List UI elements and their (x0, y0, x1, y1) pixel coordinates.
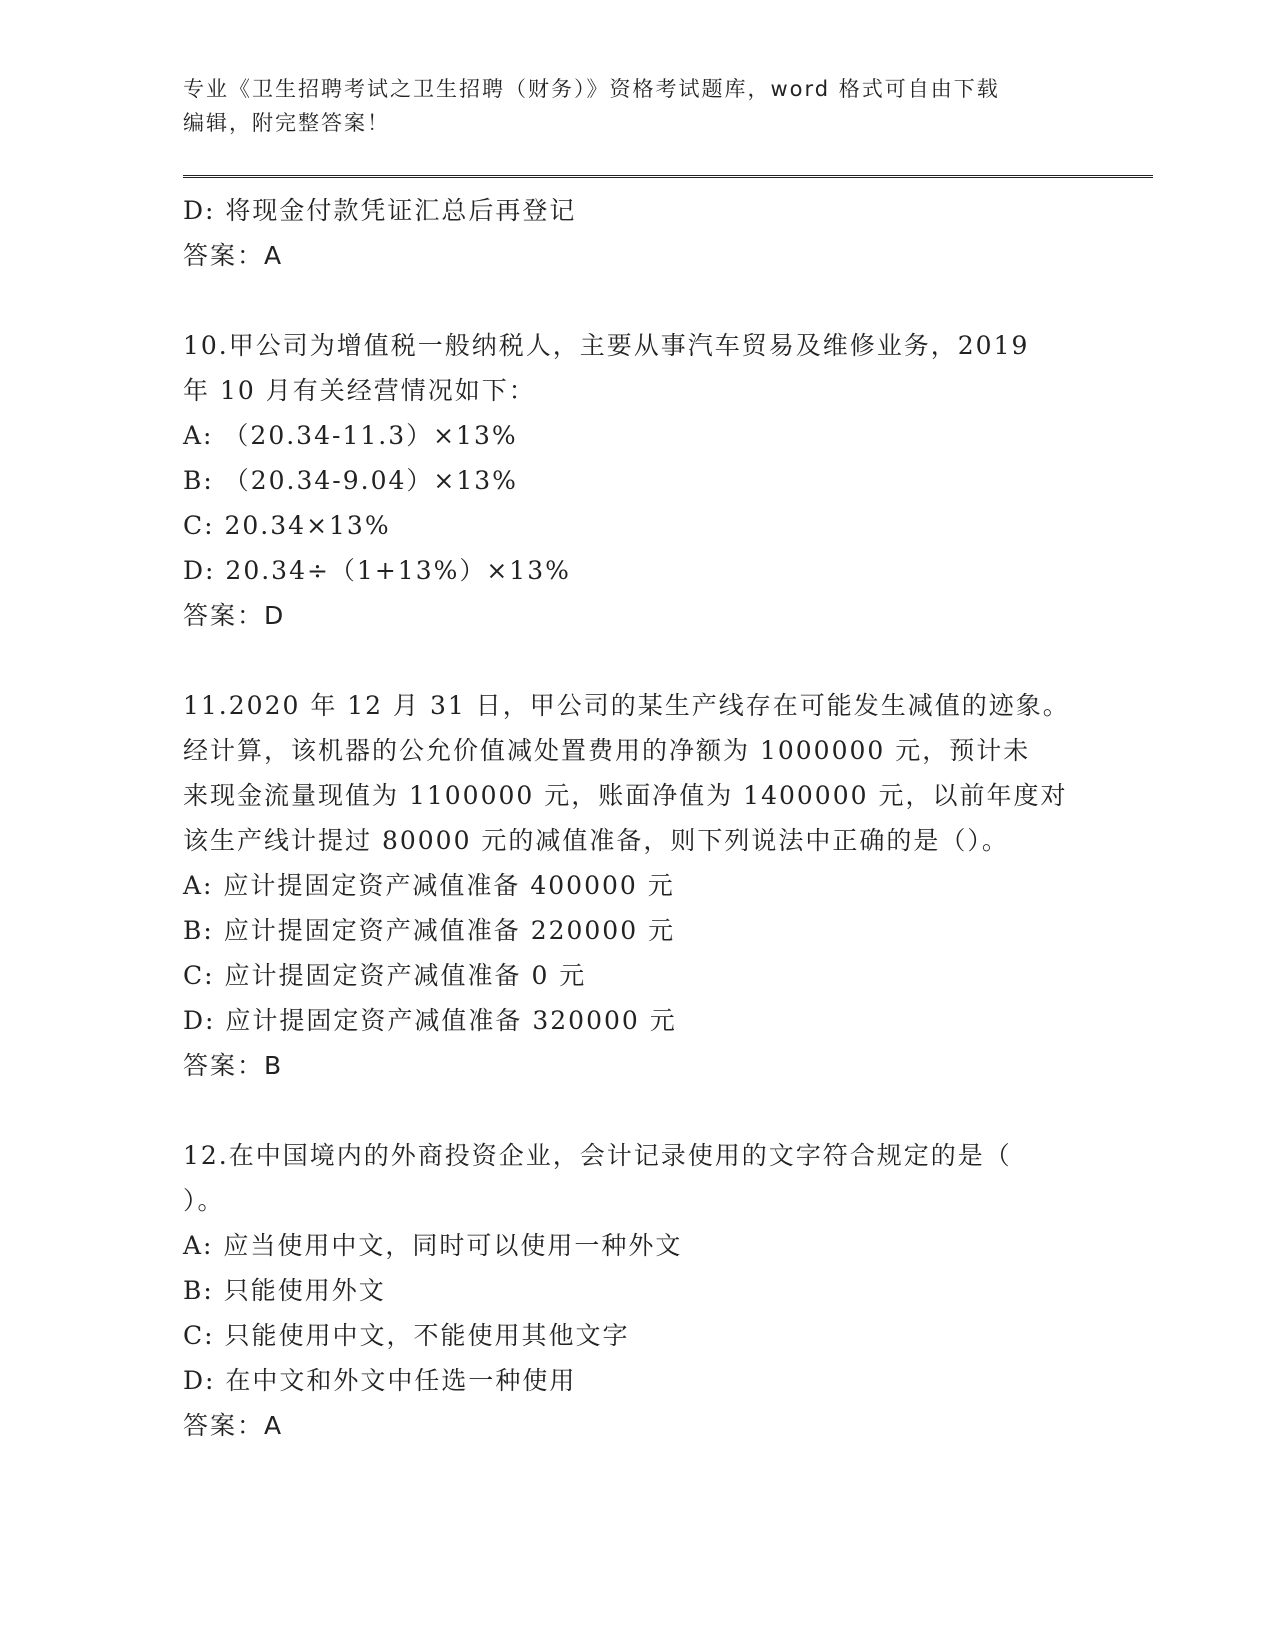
question-stem: ）。 (183, 1186, 225, 1215)
spacer (183, 278, 1088, 323)
question-stem: 年 10 月有关经营情况如下： (183, 376, 536, 405)
spacer (183, 638, 1088, 683)
question-9-tail (183, 188, 1088, 278)
question-11 (183, 683, 1088, 1088)
answer: 答案：B (183, 1051, 284, 1080)
option-a: A: 应计提固定资产减值准备 400000 元 (183, 871, 675, 900)
question-10 (183, 323, 1088, 638)
option-d: D: 将现金付款凭证汇总后再登记 (183, 196, 577, 225)
option-b: B: 只能使用外文 (183, 1276, 386, 1305)
option-d: D: 20.34÷（1+13%）×13% (183, 556, 571, 585)
answer: 答案：A (183, 241, 284, 270)
page-header (183, 72, 1063, 140)
question-stem: 经计算，该机器的公允价值减处置费用的净额为 1000000 元，预计未 (183, 736, 1031, 765)
option-a: A: （20.34-11.3）×13% (183, 421, 518, 450)
document-body (183, 188, 1088, 1448)
option-c: C: 20.34×13% (183, 511, 391, 540)
option-c: C: 只能使用中文，不能使用其他文字 (183, 1321, 630, 1350)
answer: 答案：D (183, 601, 286, 630)
option-b: B: 应计提固定资产减值准备 220000 元 (183, 916, 676, 945)
spacer (183, 1088, 1088, 1133)
header-line-2: 编辑，附完整答案！ (183, 111, 390, 135)
header-line-1: 专业《卫生招聘考试之卫生招聘（财务）》资格考试题库，word 格式可自由下载 (183, 77, 1000, 101)
header-divider (183, 175, 1153, 178)
question-stem: 12.在中国境内的外商投资企业，会计记录使用的文字符合规定的是（ (183, 1141, 1012, 1170)
option-d: D: 应计提固定资产减值准备 320000 元 (183, 1006, 677, 1035)
question-stem: 来现金流量现值为 1100000 元，账面净值为 1400000 元，以前年度对 (183, 781, 1068, 810)
option-b: B: （20.34-9.04）×13% (183, 466, 518, 495)
question-12 (183, 1133, 1088, 1448)
option-d: D: 在中文和外文中任选一种使用 (183, 1366, 577, 1395)
question-stem: 该生产线计提过 80000 元的减值准备，则下列说法中正确的是（）。 (183, 826, 1009, 855)
option-c: C: 应计提固定资产减值准备 0 元 (183, 961, 587, 990)
answer: 答案：A (183, 1411, 284, 1440)
option-a: A: 应当使用中文，同时可以使用一种外文 (183, 1231, 683, 1260)
question-stem: 11.2020 年 12 月 31 日，甲公司的某生产线存在可能发生减值的迹象。 (183, 691, 1070, 720)
question-stem: 10.甲公司为增值税一般纳税人，主要从事汽车贸易及维修业务，2019 (183, 331, 1030, 360)
